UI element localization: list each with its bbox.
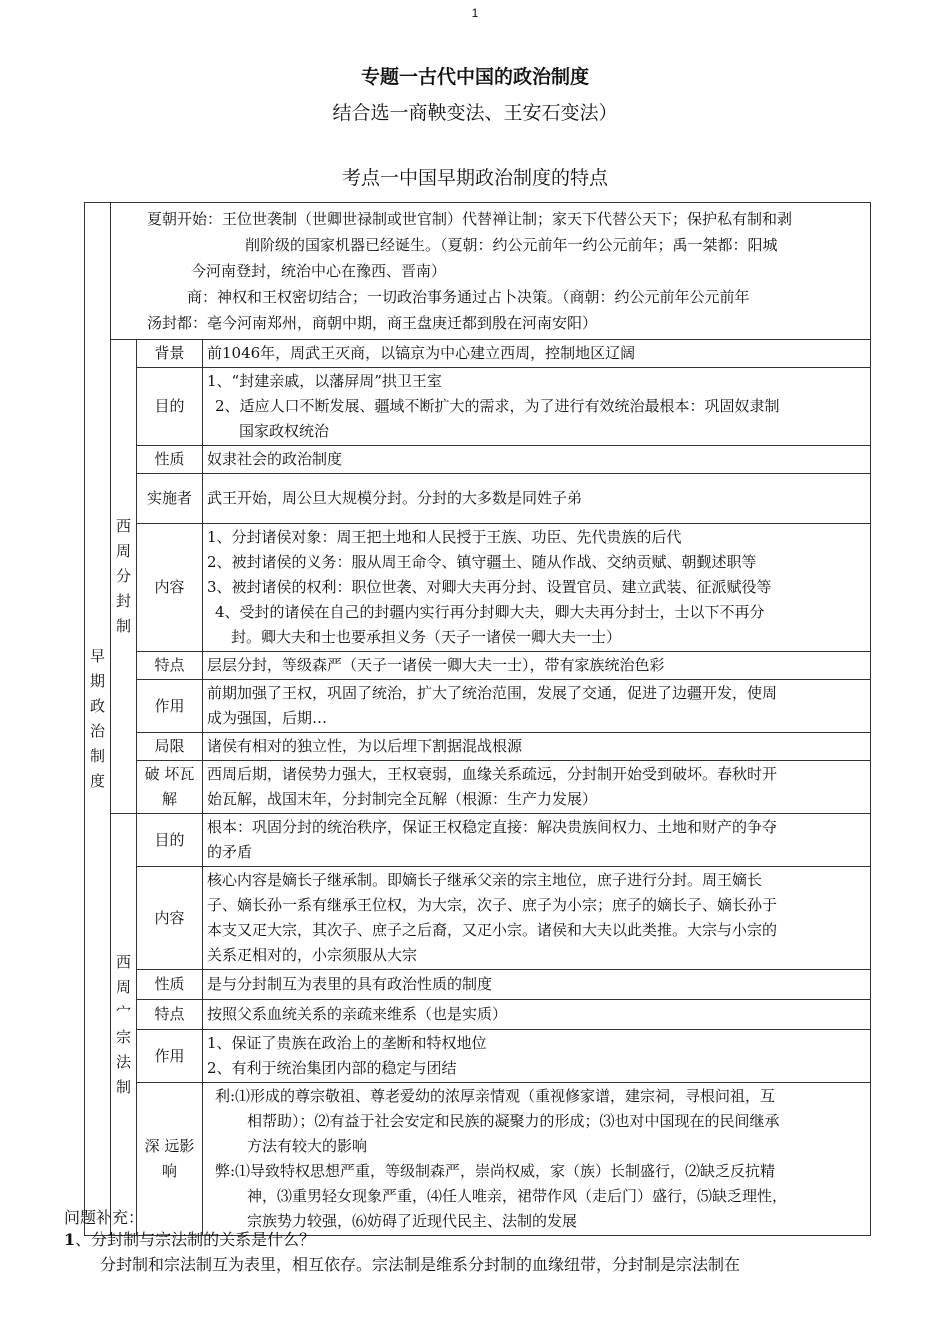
- content-line: 方法有较大的影响: [247, 1137, 368, 1155]
- row-content: [203, 814, 871, 867]
- row-label: 背景: [137, 340, 203, 368]
- content-line: 按照父系血统关系的亲疏来维系（也是实质）: [207, 1005, 508, 1023]
- zongfa-row: [85, 970, 871, 1000]
- shang-line-2: 汤封都：亳今河南郑州，商朝中期，商王盘庚迁都到殷在河南安阳）: [147, 314, 598, 332]
- row-content: [203, 340, 871, 368]
- row-label: 特点: [137, 1000, 203, 1030]
- shang-line-1: 商：神权和王权密切结合；一切政治事务通过占卜决策。（商朝：约公元前年公元前年: [187, 288, 750, 306]
- zongfa-row: [85, 1000, 871, 1030]
- zongfa-row: [85, 814, 871, 867]
- row-content: [203, 446, 871, 474]
- row-label: 实施者: [137, 474, 203, 524]
- row-content: [203, 368, 871, 446]
- fenfeng-row: [85, 474, 871, 524]
- xia-line-1: 夏朝开始：王位世袭制（世卿世禄制或世官制）代替禅让制；家天下代替公天下；保护私有制和剥: [147, 210, 793, 228]
- zongfa-label-char: 周: [115, 977, 131, 996]
- early-system-label-char: 制: [89, 747, 105, 765]
- content-line: 是与分封制互为表里的具有政治性质的制度: [207, 975, 493, 993]
- row-label: 局限: [137, 733, 203, 761]
- row-label: 目的: [137, 814, 203, 867]
- content-line: 神，⑶重男轻女现象严重，⑷任人唯亲，裙带作风（走后门）盛行，⑸缺乏理性，: [247, 1187, 788, 1205]
- fenfeng-row: [85, 761, 871, 814]
- row-content: [203, 680, 871, 733]
- fenfeng-label-char: 周: [115, 542, 131, 560]
- content-line: 始瓦解，战国末年，分封制完全瓦解（根源：生产力发展）: [207, 790, 598, 808]
- row-label: 性质: [137, 446, 203, 474]
- page-number: 1: [471, 6, 479, 20]
- zongfa-label-char: 宗: [115, 1027, 131, 1046]
- political-system-table: [84, 202, 871, 1236]
- content-line: 1、分封诸侯对象：周王把土地和人民授于王族、功臣、先代贵族的后代: [207, 528, 682, 546]
- row-label: 作用: [137, 680, 203, 733]
- content-line: 诸侯有相对的独立性，为以后埋下割据混战根源: [207, 737, 523, 755]
- content-line: 成为强国，后期…: [207, 709, 328, 727]
- content-line: 层层分封，等级森严（天子一诸侯一卿大夫一士），带有家族统治色彩: [207, 656, 665, 674]
- content-line: 3、被封诸侯的权利：职位世袭、对卿大夫再分封、设置官员、建立武装、征派赋役等: [207, 578, 772, 596]
- content-line: 宗族势力较强，⑹妨碍了近现代民主、法制的发展: [247, 1212, 578, 1230]
- content-line: 核心内容是嫡长子继承制。即嫡长子继承父亲的宗主地位，庶子进行分封。周王嫡长: [207, 871, 763, 889]
- row-content: [203, 970, 871, 1000]
- page-title: 专题一古代中国的政治制度: [360, 66, 589, 88]
- fenfeng-row: [85, 680, 871, 733]
- zongfa-row: [85, 867, 871, 970]
- row-content: [203, 1000, 871, 1030]
- zongfa-label-char: 法: [115, 1052, 131, 1071]
- content-line: 根本：巩固分封的统治秩序，保证王权稳定直接：解决贵族间权力、土地和财产的争夺: [207, 818, 778, 836]
- content-line: 前期加强了王权，巩固了统治，扩大了统治范围，发展了交通，促进了边疆开发，使周: [207, 684, 778, 702]
- early-system-label: [85, 203, 111, 1236]
- answer-1: 分封制和宗法制互为表里，相互依存。宗法制是维系分封制的血缘纽带，分封制是宗法制在: [100, 1255, 741, 1274]
- content-line: 2、有利于统治集团内部的稳定与团结: [207, 1059, 457, 1077]
- question-1-text: 、分封制与宗法制的关系是什么？: [75, 1230, 316, 1249]
- fenfeng-row: [85, 446, 871, 474]
- content-line: 武王开始，周公旦大规模分封。分封的大多数是同姓子弟: [207, 489, 583, 507]
- row-content: [203, 733, 871, 761]
- content-line: 的矛盾: [207, 843, 253, 861]
- row-label: 破 坏瓦解: [137, 761, 203, 814]
- fenfeng-row: [85, 733, 871, 761]
- content-line: 2、适应人口不断发展、疆域不断扩大的需求，为了进行有效统治最根本：巩固奴隶制: [215, 397, 780, 415]
- row-label: 深 远影响: [137, 1083, 203, 1236]
- early-system-label-char: 治: [89, 722, 105, 740]
- fenfeng-label-char: 分: [115, 567, 131, 585]
- early-system-label-char: 早: [89, 647, 105, 665]
- question-1: [64, 1227, 315, 1250]
- fenfeng-row: [85, 652, 871, 680]
- row-content: [203, 474, 871, 524]
- fenfeng-label-char: 封: [115, 592, 131, 610]
- content-line: 奴隶社会的政治制度: [207, 450, 343, 468]
- xia-shang-cell: [111, 203, 871, 340]
- early-system-label-char: 政: [89, 697, 105, 715]
- zongfa-label-char: 宀: [115, 1002, 131, 1021]
- row-label: 目的: [137, 368, 203, 446]
- content-line: 相帮助）；⑵有益于社会安定和民族的凝聚力的形成；⑶也对中国现在的民间继承: [247, 1112, 780, 1130]
- row-label: 内容: [137, 524, 203, 652]
- content-line: 前1046年，周武王灭商，以镐京为中心建立西周，控制地区辽阔: [207, 344, 636, 362]
- row-label: 特点: [137, 652, 203, 680]
- content-line: 西周后期，诸侯势力强大，王权衰弱，血缘关系疏远，分封制开始受到破坏。春秋时开: [207, 765, 778, 783]
- fenfeng-row: [85, 368, 871, 446]
- fenfeng-label-char: 制: [115, 617, 131, 635]
- content-line: 利:⑴形成的尊宗敬祖、尊老爱幼的浓厚亲情观（重视修家谱，建宗祠，寻根问祖，互: [215, 1087, 776, 1105]
- row-content: [203, 761, 871, 814]
- question-1-number: 1: [64, 1230, 76, 1249]
- early-system-label-char: 期: [89, 672, 105, 690]
- content-line: 封。卿大夫和士也要承担义务（天子一诸侯一卿大夫一士）: [231, 628, 622, 646]
- content-line: 子、嫡长孙一系有继承王位权，为大宗，次子、庶子为小宗；庶子的嫡长子、嫡长孙于: [207, 896, 778, 914]
- row-content: [203, 867, 871, 970]
- content-line: 关系疋相对的，小宗须服从大宗: [207, 946, 418, 964]
- fenfeng-label: [111, 340, 137, 814]
- fenfeng-row: [85, 340, 871, 368]
- zongfa-label: [111, 814, 137, 1236]
- content-line: 1、“封建亲戚，以藩屏周”拱卫王室: [207, 372, 442, 390]
- xia-shang-row: [85, 203, 871, 340]
- row-content: [203, 524, 871, 652]
- content-line: 2、被封诸侯的义务：服从周王命令、镇守疆土、随从作战、交纳贡赋、朝觐述职等: [207, 553, 757, 571]
- content-line: 4、受封的诸侯在自己的封疆内实行再分封卿大夫，卿大夫再分封士，士以下不再分: [215, 603, 765, 621]
- fenfeng-row: [85, 524, 871, 652]
- content-line: 本支又疋大宗，其次子、庶子之后裔，又疋小宗。诸侯和大夫以此类推。大宗与小宗的: [207, 921, 778, 939]
- page-subtitle: 结合选一商鞅变法、王安石变法）: [332, 102, 618, 124]
- content-line: 弊:⑴导致特权思想严重，等级制森严，崇尚权威，家（族）长制盛行，⑵缺乏反抗精: [215, 1162, 776, 1180]
- supplement-heading: 问题补充：: [64, 1208, 145, 1227]
- zongfa-row: [85, 1083, 871, 1236]
- early-system-label-char: 度: [89, 772, 105, 790]
- zongfa-label-char: 制: [115, 1077, 131, 1096]
- fenfeng-label-char: 西: [115, 517, 131, 535]
- zongfa-label-char: 西: [115, 952, 131, 971]
- zongfa-row: [85, 1030, 871, 1083]
- row-content: [203, 1030, 871, 1083]
- content-line: 1、保证了贵族在政治上的垄断和特权地位: [207, 1034, 487, 1052]
- row-label: 性质: [137, 970, 203, 1000]
- row-label: 作用: [137, 1030, 203, 1083]
- section-title: 考点一中国早期政治制度的特点: [341, 167, 608, 189]
- xia-line-2: 削阶级的国家机器已经诞生。（夏朝：约公元前年一约公元前年；禹一桀都：阳城: [245, 236, 778, 254]
- content-line: 国家政权统治: [239, 422, 330, 440]
- xia-line-3: 今河南登封，统治中心在豫西、晋南）: [191, 262, 447, 280]
- row-label: 内容: [137, 867, 203, 970]
- row-content: [203, 652, 871, 680]
- row-content: [203, 1083, 871, 1236]
